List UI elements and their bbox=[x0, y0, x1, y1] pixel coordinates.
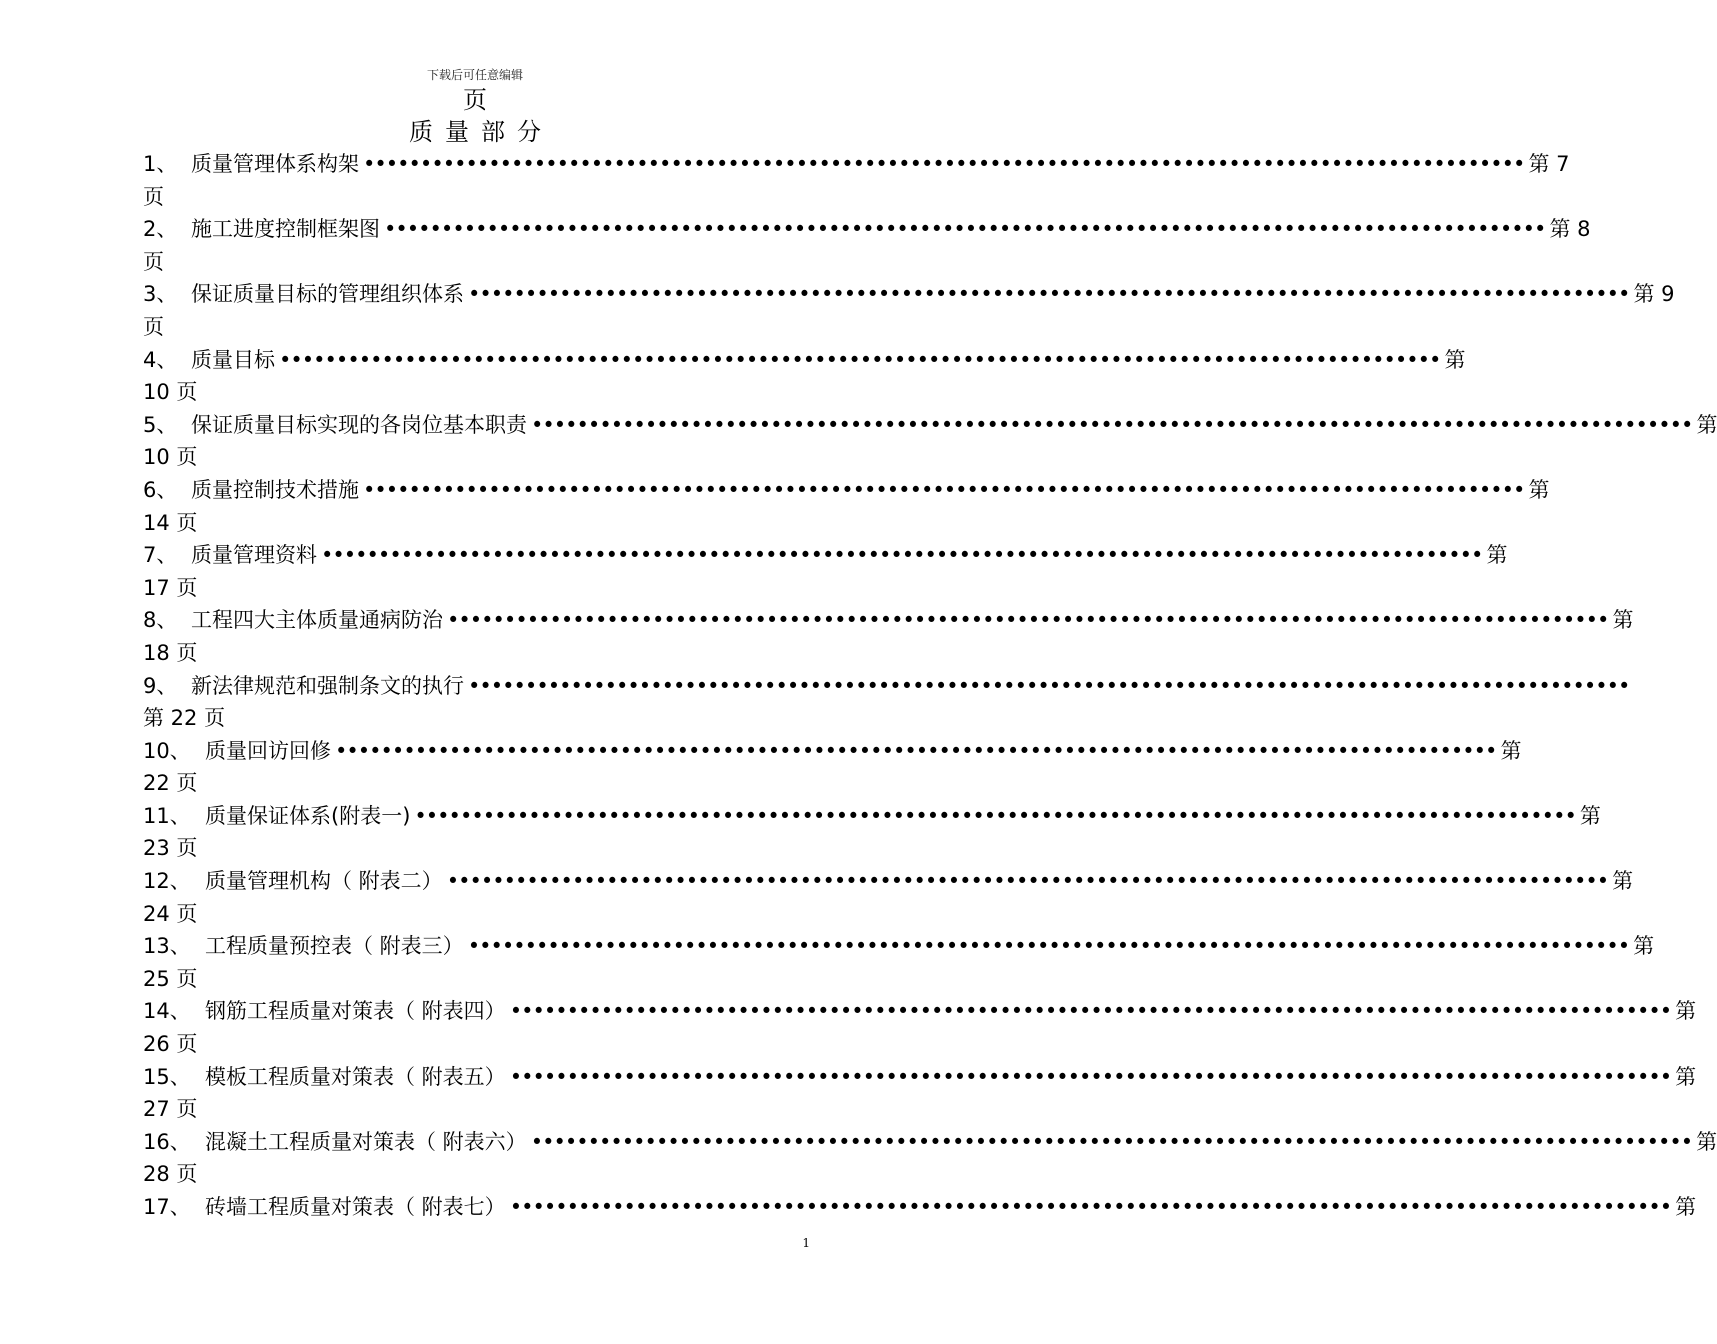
toc-entry-number: 14、 bbox=[143, 999, 191, 1024]
toc-entry-page-continuation: 24 页 bbox=[143, 901, 198, 926]
toc-entry-number: 6、 bbox=[143, 477, 178, 502]
toc-entry-page-continuation: 页 bbox=[143, 314, 164, 339]
dot-leader: •••••••••••••••••••••••••••••••••••••••••••••••••••••••••••••••••••••••••••••••••••••••••••••••••••••• bbox=[384, 217, 1546, 242]
toc-entry bbox=[143, 213, 1591, 278]
toc-entry-title: 质量目标 bbox=[191, 347, 275, 372]
dot-leader: •••••••••••••••••••••••••••••••••••••••••••••••••••••••••••••••••••••••••••••••••••••••••••••••••••••• bbox=[279, 347, 1441, 372]
dot-leader: •••••••••••••••••••••••••••••••••••••••••••••••••••••••••••••••••••••••••••••••••••••••••••••••••••••• bbox=[335, 738, 1497, 763]
toc-entry-number: 2、 bbox=[143, 217, 178, 242]
toc-entry-line bbox=[143, 995, 1697, 1028]
toc-entry-line bbox=[143, 278, 1675, 311]
toc-entry-page-ref: 第 bbox=[1444, 347, 1466, 372]
toc-entry-title: 施工进度控制框架图 bbox=[191, 217, 380, 242]
toc-entry-page-ref: 第 bbox=[1612, 869, 1634, 894]
toc-entry-number: 4、 bbox=[143, 347, 178, 372]
toc-entry-line bbox=[143, 1126, 1717, 1159]
toc-entry-line bbox=[143, 604, 1634, 637]
toc-entry-page-continuation: 23 页 bbox=[143, 836, 198, 861]
toc-entry-page-continuation: 14 页 bbox=[143, 510, 198, 535]
toc-entry-page-continuation: 17 页 bbox=[143, 575, 198, 600]
dot-leader: •••••••••••••••••••••••••••••••••••••••••••••••••••••••••••••••••••••••••••••••••••••••••••••••••••••• bbox=[447, 608, 1609, 633]
toc-entry bbox=[143, 344, 1466, 409]
toc-entry-page-ref: 第 bbox=[1675, 1195, 1697, 1219]
toc-entry-title: 砖墙工程质量对策表（ 附表七） bbox=[205, 1195, 506, 1219]
toc-entry-title: 质量回访回修 bbox=[205, 738, 331, 763]
toc-entry bbox=[143, 278, 1675, 343]
toc-entry-line bbox=[143, 800, 1601, 833]
toc-entry-number: 10、 bbox=[143, 738, 191, 763]
toc-entry-title: 保证质量目标的管理组织体系 bbox=[191, 282, 464, 307]
toc-entry-line bbox=[143, 148, 1570, 181]
toc-entry-number: 5、 bbox=[143, 412, 178, 437]
dot-leader: •••••••••••••••••••••••••••••••••••••••••••••••••••••••••••••••••••••••••••••••••••••••••••••••••••••• bbox=[509, 1064, 1672, 1089]
toc-entry-title: 混凝土工程质量对策表（ 附表六） bbox=[205, 1129, 527, 1154]
toc-entry-line bbox=[143, 1191, 1697, 1224]
toc-entry-title: 模板工程质量对策表（ 附表五） bbox=[205, 1064, 506, 1089]
toc-entry-line bbox=[143, 930, 1655, 963]
toc-entry-number: 11、 bbox=[143, 803, 191, 828]
toc-entry-page-ref: 第 9 bbox=[1633, 282, 1675, 307]
toc-entry-page-continuation: 页 bbox=[143, 249, 164, 274]
toc-entry-line bbox=[143, 213, 1591, 246]
toc-entry-page-continuation: 28 页 bbox=[143, 1162, 198, 1187]
toc-entry-page-ref: 第 bbox=[1579, 803, 1601, 828]
dot-leader: •••••••••••••••••••••••••••••••••••••••••••••••••••••••••••••••••••••••••••••••••••••••••••••••••••••• bbox=[509, 1195, 1672, 1219]
toc-entry-title: 质量管理资料 bbox=[191, 543, 317, 568]
toc-entry-page-ref: 第 bbox=[1528, 477, 1550, 502]
dot-leader: •••••••••••••••••••••••••••••••••••••••••••••••••••••••••••••••••••••••••••••••••••••••••••••••••••••• bbox=[509, 999, 1672, 1024]
toc-entry-page-ref: 第 bbox=[1675, 999, 1697, 1024]
toc-entry-number: 12、 bbox=[143, 869, 191, 894]
toc-entry-line bbox=[143, 344, 1466, 377]
toc-entry-page-continuation: 页 bbox=[143, 184, 164, 209]
toc-entry-page-continuation: 10 页 bbox=[143, 445, 198, 470]
toc-entry-number: 3、 bbox=[143, 282, 178, 307]
toc-entry-page-continuation: 10 页 bbox=[143, 380, 198, 405]
toc-entry-number: 9、 bbox=[143, 673, 178, 698]
toc-entry-page-ref: 第 bbox=[1500, 738, 1522, 763]
toc-entry-title: 质量控制技术措施 bbox=[191, 477, 359, 502]
toc-entry bbox=[143, 930, 1655, 995]
toc-entry-number: 13、 bbox=[143, 934, 191, 959]
toc-entry bbox=[143, 1061, 1697, 1126]
toc-entry bbox=[143, 735, 1522, 800]
dot-leader: •••••••••••••••••••••••••••••••••••••••••••••••••••••••••••••••••••••••••••••••••••••••••••••••••••••• bbox=[467, 934, 1630, 959]
page-number: 1 bbox=[802, 1236, 810, 1250]
dot-leader: •••••••••••••••••••••••••••••••••••••••••••••••••••••••••••••••••••••••••••••••••••••••••••••••••••••• bbox=[468, 282, 1630, 307]
toc-entry-page-ref: 第 7 bbox=[1528, 152, 1570, 176]
toc-entry-title: 钢筋工程质量对策表（ 附表四） bbox=[205, 999, 506, 1024]
toc-entry-page-continuation: 18 页 bbox=[143, 640, 198, 665]
toc-entry-line bbox=[143, 1061, 1697, 1094]
section-title: 质量部分 bbox=[409, 118, 553, 146]
dot-leader: •••••••••••••••••••••••••••••••••••••••••••••••••••••••••••••••••••••••••••••••••••••••••••••••••••••• bbox=[363, 152, 1525, 176]
toc-entry-page-continuation: 26 页 bbox=[143, 1032, 198, 1057]
toc-entry bbox=[143, 409, 1717, 474]
dot-leader: •••••••••••••••••••••••••••••••••••••••••••••••••••••••••••••••••••••••••••••••••••••••••••••••••••••• bbox=[321, 543, 1483, 568]
toc-entry bbox=[143, 800, 1601, 865]
toc-entry-number: 8、 bbox=[143, 608, 178, 633]
toc-entry-number: 15、 bbox=[143, 1064, 191, 1089]
toc-entry bbox=[143, 604, 1634, 669]
toc-entry-page-ref: 第 bbox=[1675, 1064, 1697, 1089]
table-of-contents bbox=[143, 148, 1717, 1224]
carried-over-text: 页 bbox=[463, 86, 487, 114]
header-note: 下载后可任意编辑 bbox=[426, 68, 523, 82]
toc-entry-page-continuation: 第 22 页 bbox=[143, 706, 226, 731]
toc-entry bbox=[143, 1126, 1717, 1191]
dot-leader: •••••••••••••••••••••••••••••••••••••••••••••••••••••••••••••••••••••••••••••••••••••••••••••••••••••• bbox=[468, 673, 1630, 698]
toc-entry-title: 质量保证体系(附表一) bbox=[205, 803, 411, 828]
dot-leader: •••••••••••••••••••••••••••••••••••••••••••••••••••••••••••••••••••••••••••••••••••••••••••••••••••••• bbox=[446, 869, 1609, 894]
toc-entry-line bbox=[143, 865, 1634, 898]
toc-entry bbox=[143, 995, 1697, 1060]
toc-entry-number: 16、 bbox=[143, 1129, 191, 1154]
toc-entry-number: 1、 bbox=[143, 152, 178, 176]
dot-leader: •••••••••••••••••••••••••••••••••••••••••••••••••••••••••••••••••••••••••••••••••••••••••••••••••••••• bbox=[530, 1129, 1693, 1154]
toc-entry-title: 质量管理体系构架 bbox=[191, 152, 359, 176]
dot-leader: •••••••••••••••••••••••••••••••••••••••••••••••••••••••••••••••••••••••••••••••••••••••••••••••••••••• bbox=[363, 477, 1525, 502]
toc-entry-page-ref: 第 bbox=[1696, 412, 1717, 437]
toc-entry-title: 保证质量目标实现的各岗位基本职责 bbox=[191, 412, 527, 437]
toc-entry-number: 17、 bbox=[143, 1195, 191, 1219]
toc-entry-title: 工程四大主体质量通病防治 bbox=[191, 608, 443, 633]
toc-entry-page-ref: 第 bbox=[1486, 543, 1508, 568]
toc-entry-title: 工程质量预控表（ 附表三） bbox=[205, 934, 464, 959]
toc-entry bbox=[143, 670, 1630, 735]
dot-leader: •••••••••••••••••••••••••••••••••••••••••••••••••••••••••••••••••••••••••••••••••••••••••••••••••••••• bbox=[531, 412, 1693, 437]
toc-entry-number: 7、 bbox=[143, 543, 178, 568]
toc-entry-page-continuation: 25 页 bbox=[143, 966, 198, 991]
toc-entry bbox=[143, 474, 1550, 539]
toc-entry bbox=[143, 148, 1570, 213]
toc-entry-line bbox=[143, 670, 1630, 703]
toc-entry-page-ref: 第 bbox=[1612, 608, 1634, 633]
toc-entry-line bbox=[143, 539, 1508, 572]
toc-entry bbox=[143, 865, 1634, 930]
toc-entry bbox=[143, 539, 1508, 604]
toc-entry-line bbox=[143, 474, 1550, 507]
toc-entry-title: 质量管理机构（ 附表二） bbox=[205, 869, 443, 894]
dot-leader: •••••••••••••••••••••••••••••••••••••••••••••••••••••••••••••••••••••••••••••••••••••••••••••••••••••• bbox=[414, 803, 1576, 828]
toc-entry-page-ref: 第 bbox=[1696, 1129, 1717, 1154]
toc-entry-page-continuation: 27 页 bbox=[143, 1097, 198, 1122]
toc-entry bbox=[143, 1191, 1697, 1224]
toc-entry-line bbox=[143, 735, 1522, 768]
toc-entry-page-ref: 第 8 bbox=[1549, 217, 1591, 242]
toc-entry-page-continuation: 22 页 bbox=[143, 771, 198, 796]
toc-entry-title: 新法律规范和强制条文的执行 bbox=[191, 673, 464, 698]
toc-entry-page-ref: 第 bbox=[1633, 934, 1655, 959]
toc-entry-line bbox=[143, 409, 1717, 442]
